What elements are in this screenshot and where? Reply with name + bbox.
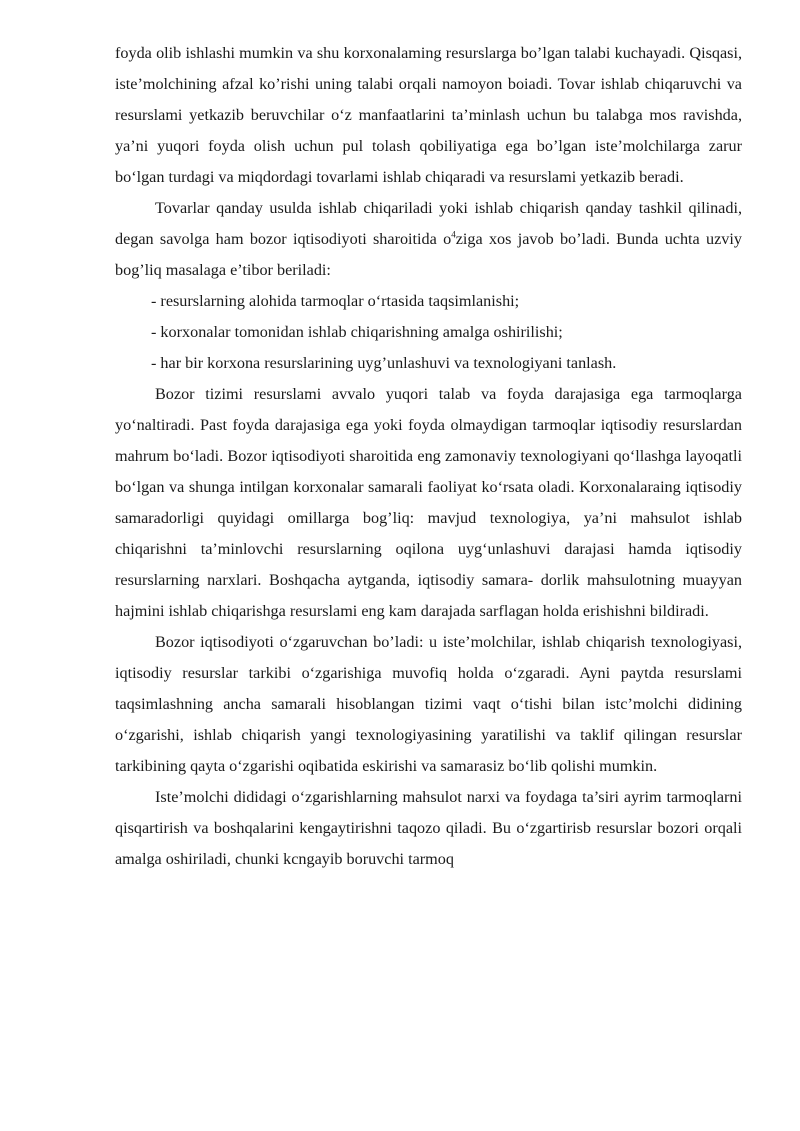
paragraph-5: Iste’molchi dididagi o‘zgarishlarning mahsulot narxi va foydaga ta’siri ayrim tarmoqlarni qisqartirish va boshqalarini kengaytirishni taqozo qiladi. Bu o‘zgartirisb resurslar bozori orqali amalga oshiriladi, chunki kcngayib boruvchi tarmoq — [115, 788, 742, 868]
footnote-marker: 4 — [451, 229, 456, 240]
paragraph-2-text-after: ziga xos javob bo’ladi. Bunda uchta uzviy bog’liq masalaga e’tibor beriladi: — [115, 230, 742, 279]
paragraph-2-text-before: Tovarlar qanday usulda ishlab chiqariladi yoki ishlab chiqarish qanday tashkil qilinadi, degan savolga ham bozor iqtisodiyoti sharoitida o — [115, 199, 742, 248]
paragraph-2 — [115, 193, 742, 286]
document-page — [115, 38, 742, 875]
paragraph-3: Bozor tizimi resurslami avvalo yuqori talab va foyda darajasiga ega tarmoqlarga yo‘naltiradi. Past foyda darajasiga ega yoki foyda olmaydigan tarmoqlar iqtisodiy resurslardan mahrum bo‘ladi. Bozor iqtisodiyoti sharoitida eng zamonaviy texnologiyani qo‘llashga layoqatli bo‘lgan va shunga intilgan korxonalar samarali faoliyat ko‘rsata oladi. Korxonalaraing iqtisodiy samaradorligi quyidagi omillarga bog’liq: mavjud texnologiya, ya’ni mahsulot ishlab chiqarishni ta’minlovchi resurslarning oqilona uyg‘unlashuvi darajasi hamda iqtisodiy resurslarning narxlari. Boshqacha aytganda, iqtisodiy samara- dorlik mahsulotning muayyan hajmini ishlab chiqarishga resurslami eng kam darajada sarflagan holda erishishni bildiradi. — [115, 385, 742, 620]
paragraph-4: Bozor iqtisodiyoti o‘zgaruvchan bo’ladi: u iste’molchilar, ishlab chiqarish texnologiyasi, iqtisodiy resurslar tarkibi o‘zgarishiga muvofiq holda o‘zgaradi. Ayni paytda resurslami taqsimlashning ancha samarali hisoblangan tizimi vaqt o‘tishi bilan istc’molchi didining o‘zgarishi, ishlab chiqarish yangi texnologiyasining yaratilishi va taklif qilingan resurslar tarkibining qayta o‘zgarishi oqibatida eskirishi va samarasiz bo‘lib qolishi mumkin. — [115, 633, 742, 775]
paragraph-1: foyda olib ishlashi mumkin va shu korxonalaming resurslarga bo’lgan talabi kuchayadi. Qisqasi, iste’molchining afzal ko’rishi uning talabi orqali namoyon boiadi. Tovar ishlab chiqaruvchi va resurslami yetkazib beruvchilar o‘z manfaatlarini ta’minlash uchun bu talabga mos ravishda, ya’ni yuqori foyda olish uchun pul tolash qobiliyatiga ega bo’lgan iste’molchilarga zarur bo‘lgan turdagi va miqdordagi tovarlami ishlab chiqaradi va resurslami yetkazib beradi. — [115, 44, 742, 186]
list-item-2: - korxonalar tomonidan ishlab chiqarishning amalga oshirilishi; — [151, 323, 563, 341]
list-item-1: - resurslarning alohida tarmoqlar o‘rtasida taqsimlanishi; — [151, 292, 520, 310]
list-item-3: - har bir korxona resurslarining uyg’unlashuvi va texnologiyani tanlash. — [151, 354, 617, 372]
